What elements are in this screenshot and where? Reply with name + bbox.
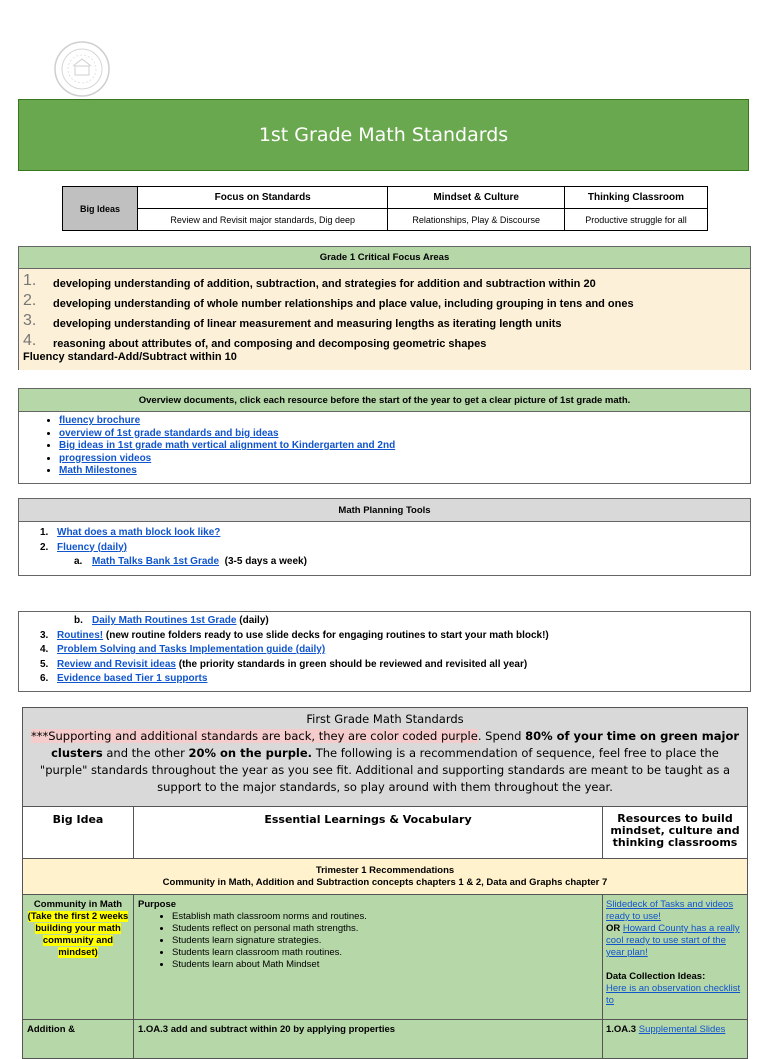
big-ideas-label: Big Ideas: [63, 187, 138, 231]
fluency-daily-link[interactable]: Fluency (daily): [57, 541, 128, 553]
fluency-brochure-link[interactable]: fluency brochure: [59, 415, 141, 426]
purpose-list: [138, 911, 598, 971]
oa3-resources-cell: 1.OA.3 Supplemental Slides: [603, 1020, 748, 1059]
overview-item: [59, 428, 750, 441]
howard-county-link[interactable]: Howard County has a really cool ready to use start of the year plan!: [606, 923, 740, 958]
math-block-link[interactable]: What does a math block look like?: [57, 527, 221, 538]
routines-link[interactable]: Routines!: [57, 629, 104, 641]
overview-item: [59, 465, 750, 478]
thinking-value: Productive struggle for all: [564, 209, 707, 231]
planning-tools-continued-box: [18, 611, 751, 692]
planning-item: 4. Problem Solving and Tasks Implementation guide (daily): [40, 644, 326, 655]
daily-routines-link[interactable]: Daily Math Routines 1st Grade: [92, 615, 237, 626]
focus-value: Review and Revisit major standards, Dig deep: [138, 209, 388, 231]
trimester-title: Trimester 1 Recommendations: [315, 864, 455, 876]
community-purpose-cell: Purpose • Establish math classroom norms and routines. • Students reflect on personal math strengths. • Students learn signature strategies. • Students learn classroom math routines. • Students learn about Math Mindset: [134, 895, 603, 1020]
data-collection-label: Data Collection Ideas:: [606, 971, 706, 982]
overview-item: [59, 440, 750, 453]
purpose-item: • Students learn about Math Mindset: [172, 959, 598, 971]
purpose-item: • Students reflect on personal math strengths.: [172, 923, 598, 935]
planning-item: 3. Routines! (new routine folders ready to use slide decks for engaging routines to start your math block!): [40, 629, 549, 641]
overview-list: [19, 415, 750, 478]
overview-header: Overview documents, click each resource before the start of the year to get a clear picture of 1st grade math.: [19, 389, 750, 412]
addition-big-idea-cell: Addition &: [23, 1020, 134, 1059]
col-resources: Resources to build mindset, culture and thinking classrooms: [603, 807, 748, 859]
standards-title: First Grade Math Standards: [306, 712, 464, 726]
review-revisit-link[interactable]: Review and Revisit ideas: [57, 658, 176, 670]
planning-item: b. Daily Math Routines 1st Grade (daily): [74, 615, 269, 626]
overview-item: [59, 415, 750, 428]
col-essential-learnings: Essential Learnings & Vocabulary: [134, 807, 603, 859]
focus-header: Focus on Standards: [138, 187, 388, 209]
slidedeck-tasks-link[interactable]: Slidedeck of Tasks and videos ready to use!: [606, 899, 734, 922]
planning-item: 5. Review and Revisit ideas (the priority standards in green should be reviewed and revisited all year): [40, 658, 528, 670]
critical-focus-header: Grade 1 Critical Focus Areas: [19, 247, 750, 269]
observation-checklist-link[interactable]: Here is an observation checklist to: [606, 983, 741, 1006]
mindset-header: Mindset & Culture: [388, 187, 565, 209]
focus-item: 4. reasoning about attributes of, and composing and decomposing geometric shapes: [23, 332, 487, 350]
planning-item: a. Math Talks Bank 1st Grade (3-5 days a week): [74, 556, 307, 567]
planning-item: 2. Fluency (daily): [40, 541, 128, 553]
overview-item: [59, 453, 750, 466]
planning-tools-header: Math Planning Tools: [19, 499, 750, 522]
math-talks-link[interactable]: Math Talks Bank 1st Grade: [92, 556, 220, 567]
page-title-banner: [18, 99, 749, 171]
progression-videos-link[interactable]: progression videos: [59, 452, 152, 464]
purpose-item: • Establish math classroom norms and routines.: [172, 911, 598, 923]
big-ideas-table: [62, 186, 708, 231]
tier1-supports-link[interactable]: Evidence based Tier 1 supports: [57, 673, 208, 684]
planning-item: 1. What does a math block look like?: [40, 527, 221, 538]
purpose-item: • Students learn signature strategies.: [172, 935, 598, 947]
community-resources-cell: Slidedeck of Tasks and videos ready to use! OR Howard County has a really cool ready to use start of the year plan! Data Collection Ideas: Here is an observation checklist to: [603, 895, 748, 1020]
planning-tools-box: [18, 498, 751, 576]
fluency-standard: Fluency standard-Add/Subtract within 10: [23, 351, 237, 363]
vertical-alignment-link[interactable]: Big ideas in 1st grade math vertical alignment to Kindergarten and 2nd: [59, 440, 396, 451]
standards-intro-text: ***Supporting and additional standards are back, they are color coded purple. Spend 80% of your time on green major clusters and the other 20% on the purple. The following is a recommendation of sequence, feel free to place the "purple" standards throughout the year as you see fit. Additional and supporting standards are meant to be taught as a support to the major standards, so play around with them throughout the year.: [30, 729, 740, 794]
planning-item: 6. Evidence based Tier 1 supports: [40, 673, 208, 684]
problem-solving-guide-link[interactable]: Problem Solving and Tasks Implementation guide (daily): [57, 644, 326, 655]
focus-item: 2. developing understanding of whole number relationships and place value, including grouping in tens and ones: [23, 292, 634, 310]
focus-item: 3. developing understanding of linear measurement and measuring lengths as iterating length units: [23, 312, 562, 330]
purpose-item: • Students learn classroom math routines.: [172, 947, 598, 959]
district-seal-logo: [53, 40, 111, 98]
mindset-value: Relationships, Play & Discourse: [388, 209, 565, 231]
trimester-1-row: [23, 859, 748, 895]
math-milestones-link[interactable]: Math Milestones: [59, 465, 137, 476]
critical-focus-box: [18, 246, 751, 370]
page-title: 1st Grade Math Standards: [258, 124, 509, 146]
oa3-standard-cell: 1.OA.3 add and subtract within 20 by applying properties: [134, 1020, 603, 1059]
first-grade-standards-table: [22, 707, 748, 1059]
standards-overview-link[interactable]: overview of 1st grade standards and big ideas: [59, 427, 279, 439]
standards-intro-cell: [23, 708, 748, 807]
thinking-header: Thinking Classroom: [564, 187, 707, 209]
supplemental-slides-link[interactable]: Supplemental Slides: [638, 1024, 726, 1035]
focus-item: 1. developing understanding of addition, subtraction, and strategies for addition and subtraction within 20: [23, 272, 596, 290]
col-big-idea: Big Idea: [23, 807, 134, 859]
overview-box: [18, 388, 751, 484]
community-big-idea-cell: Community in Math (Take the first 2 weeks building your math community and mindset): [23, 895, 134, 1020]
trimester-subtitle: Community in Math, Addition and Subtraction concepts chapters 1 & 2, Data and Graphs chapter 7: [162, 876, 608, 888]
